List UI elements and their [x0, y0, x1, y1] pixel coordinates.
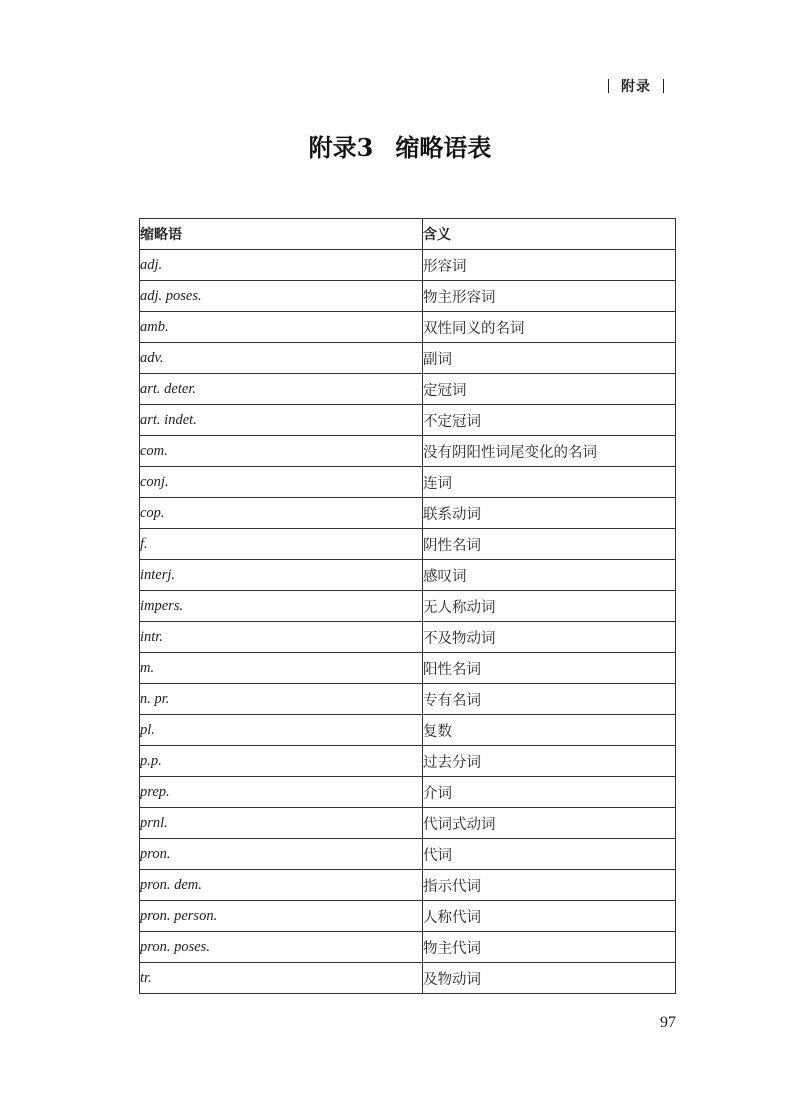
- table-row: [140, 839, 676, 870]
- meaning-cell: 不及物动词: [423, 622, 676, 653]
- meaning-cell: 形容词: [423, 250, 676, 281]
- abbreviation-table: [139, 218, 676, 994]
- meaning-cell: 没有阴阳性词尾变化的名词: [423, 436, 676, 467]
- abbreviation-cell: n. pr.: [140, 684, 423, 715]
- table-row: [140, 591, 676, 622]
- column-header-meaning: 含义: [423, 219, 676, 250]
- abbreviation-cell: conj.: [140, 467, 423, 498]
- table-row: [140, 529, 676, 560]
- abbreviation-cell: art. deter.: [140, 374, 423, 405]
- table-row: [140, 312, 676, 343]
- abbreviation-cell: pl.: [140, 715, 423, 746]
- abbreviation-cell: m.: [140, 653, 423, 684]
- abbreviation-cell: amb.: [140, 312, 423, 343]
- abbreviation-cell: adj.: [140, 250, 423, 281]
- table-row: [140, 746, 676, 777]
- meaning-cell: 联系动词: [423, 498, 676, 529]
- abbreviation-cell: pron. person.: [140, 901, 423, 932]
- meaning-cell: 阴性名词: [423, 529, 676, 560]
- page-title: [0, 128, 800, 163]
- meaning-cell: 复数: [423, 715, 676, 746]
- table-row: [140, 963, 676, 994]
- table-row: [140, 684, 676, 715]
- table-row: [140, 436, 676, 467]
- table-body: [140, 250, 676, 994]
- abbreviation-cell: prep.: [140, 777, 423, 808]
- header-divider-right: [663, 79, 664, 93]
- abbreviation-cell: art. indet.: [140, 405, 423, 436]
- title-prefix: 附录3: [308, 133, 374, 162]
- abbreviation-cell: impers.: [140, 591, 423, 622]
- meaning-cell: 代词式动词: [423, 808, 676, 839]
- abbreviation-cell: pron. dem.: [140, 870, 423, 901]
- table-row: [140, 467, 676, 498]
- meaning-cell: 双性同义的名词: [423, 312, 676, 343]
- abbreviation-cell: p.p.: [140, 746, 423, 777]
- abbreviation-cell: prnl.: [140, 808, 423, 839]
- table-row: [140, 560, 676, 591]
- meaning-cell: 及物动词: [423, 963, 676, 994]
- table-row: [140, 870, 676, 901]
- table-row: [140, 343, 676, 374]
- abbreviation-cell: pron. poses.: [140, 932, 423, 963]
- abbreviation-cell: f.: [140, 529, 423, 560]
- meaning-cell: 专有名词: [423, 684, 676, 715]
- abbreviation-cell: adv.: [140, 343, 423, 374]
- table-row: [140, 281, 676, 312]
- meaning-cell: 物主代词: [423, 932, 676, 963]
- header-divider-left: [608, 79, 609, 93]
- table-row: [140, 901, 676, 932]
- meaning-cell: 指示代词: [423, 870, 676, 901]
- table-row: [140, 653, 676, 684]
- table-header-row: [140, 219, 676, 250]
- meaning-cell: 连词: [423, 467, 676, 498]
- table-row: [140, 715, 676, 746]
- abbreviation-cell: intr.: [140, 622, 423, 653]
- meaning-cell: 阳性名词: [423, 653, 676, 684]
- meaning-cell: 人称代词: [423, 901, 676, 932]
- table-row: [140, 374, 676, 405]
- table-row: [140, 777, 676, 808]
- running-header-text: 附录: [621, 79, 651, 95]
- abbreviation-cell: interj.: [140, 560, 423, 591]
- column-header-abbr: 缩略语: [140, 219, 423, 250]
- title-text: 缩略语表: [395, 133, 492, 162]
- meaning-cell: 介词: [423, 777, 676, 808]
- meaning-cell: 物主形容词: [423, 281, 676, 312]
- abbreviation-cell: adj. poses.: [140, 281, 423, 312]
- abbreviation-cell: com.: [140, 436, 423, 467]
- table-row: [140, 498, 676, 529]
- abbreviation-cell: tr.: [140, 963, 423, 994]
- abbreviation-cell: cop.: [140, 498, 423, 529]
- table-row: [140, 808, 676, 839]
- page-number: 97: [660, 1014, 676, 1031]
- table-row: [140, 405, 676, 436]
- abbreviation-cell: pron.: [140, 839, 423, 870]
- meaning-cell: 过去分词: [423, 746, 676, 777]
- meaning-cell: 不定冠词: [423, 405, 676, 436]
- table-row: [140, 250, 676, 281]
- meaning-cell: 副词: [423, 343, 676, 374]
- meaning-cell: 定冠词: [423, 374, 676, 405]
- meaning-cell: 代词: [423, 839, 676, 870]
- meaning-cell: 无人称动词: [423, 591, 676, 622]
- running-header: [596, 76, 676, 96]
- table-row: [140, 622, 676, 653]
- table-row: [140, 932, 676, 963]
- meaning-cell: 感叹词: [423, 560, 676, 591]
